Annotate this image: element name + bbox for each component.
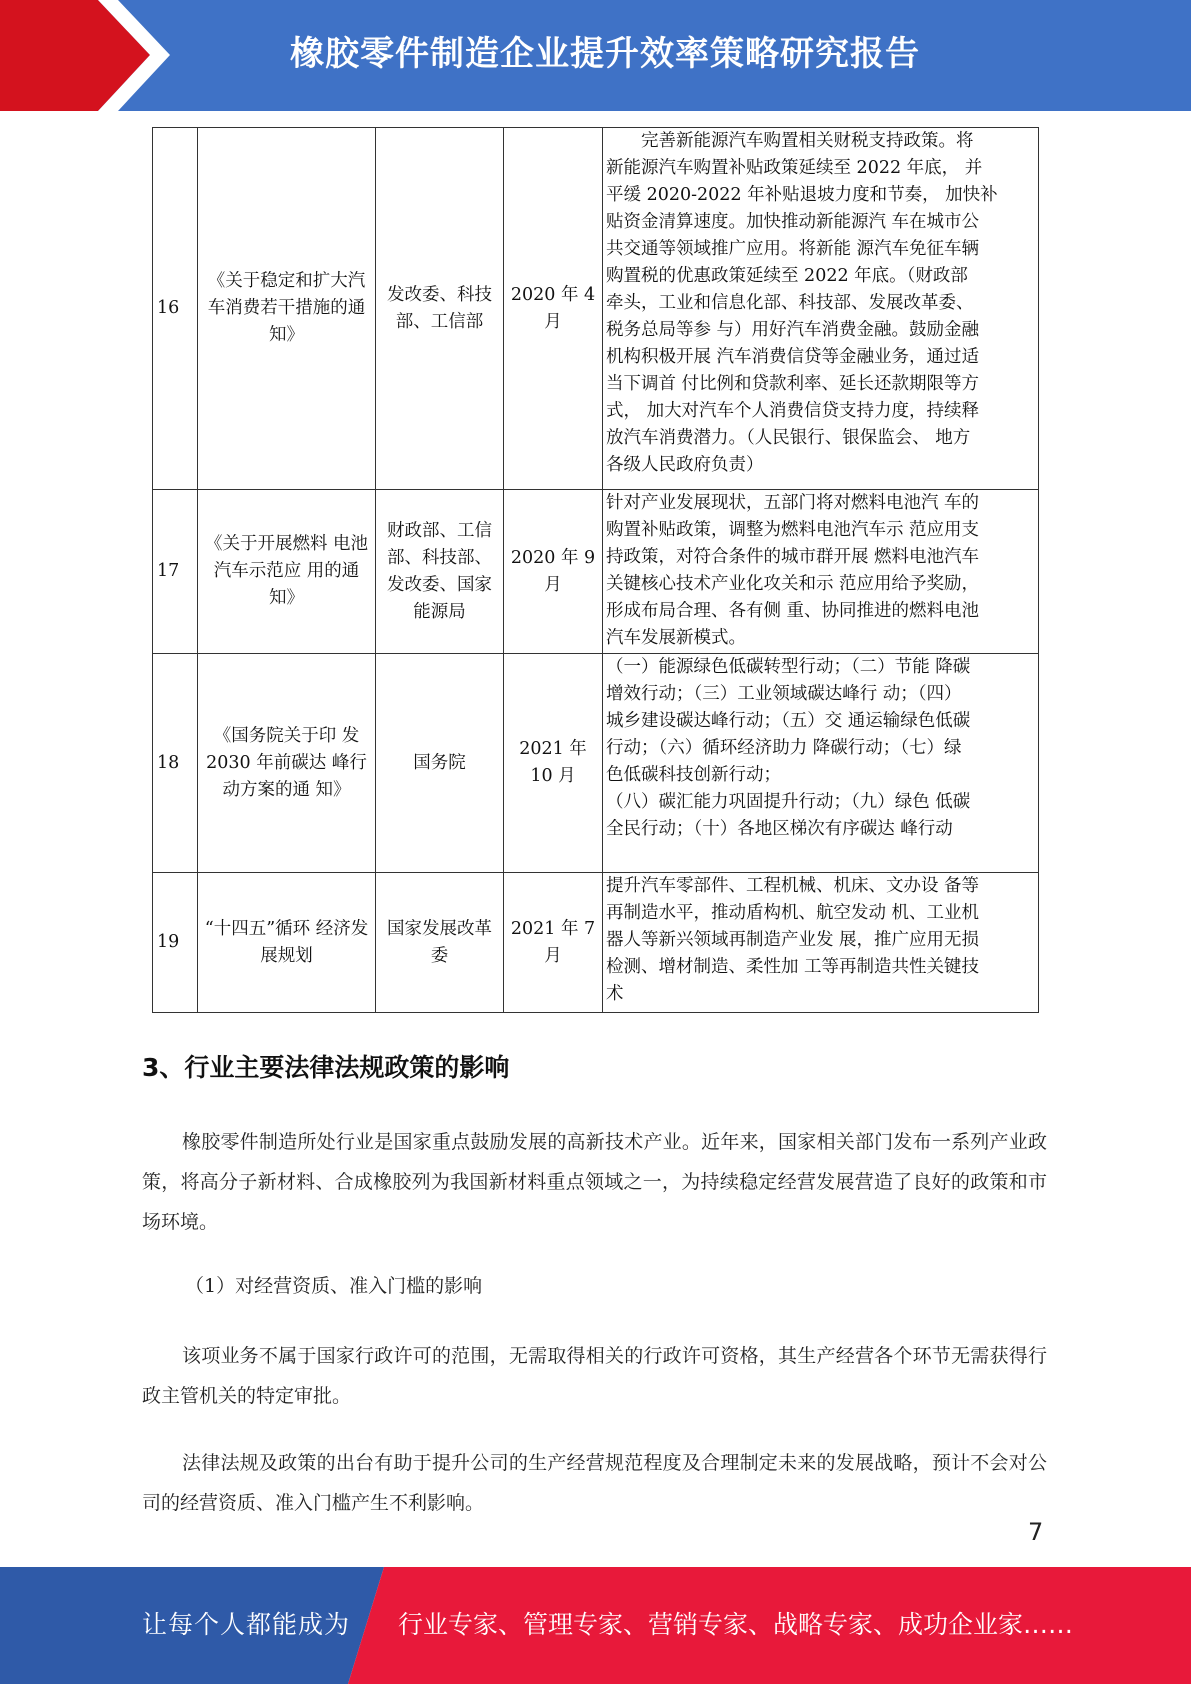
section-heading: 3、行业主要法律法规政策的影响 <box>142 1053 510 1082</box>
policy-content-line: 各级人民政府负责） <box>606 455 764 475</box>
policy-content-line: 色低碳科技创新行动； <box>606 765 781 785</box>
policy-table <box>152 127 1039 1013</box>
policy-content-line: 提升汽车零部件、工程机械、机床、文办设 备等 <box>606 876 980 896</box>
policy-name: 《关于开展燃料 电池汽车示范应 用的通知》 <box>198 490 376 654</box>
policy-name: “十四五”循环 经济发展规划 <box>198 873 376 1013</box>
policy-content <box>603 654 1039 873</box>
row-number: 19 <box>153 873 198 1013</box>
policy-content <box>603 873 1039 1013</box>
policy-content-line: 共交通等领域推广应用。将新能 源汽车免征车辆 <box>606 239 980 259</box>
policy-content-line: 式， 加大对汽车个人消费信贷支持力度，持续释 <box>606 401 980 421</box>
table-row <box>153 873 1039 1013</box>
policy-name: 《国务院关于印 发 2030 年前碳达 峰行动方案的通 知》 <box>198 654 376 873</box>
policy-content-line: 放汽车消费潜力。（人民银行、银保监会、 地方 <box>606 428 971 448</box>
policy-content-line: 购置补贴政策，调整为燃料电池汽车示 范应用支 <box>606 520 980 540</box>
policy-content-line: 关键核心技术产业化攻关和示 范应用给予奖励， <box>606 574 980 594</box>
paragraph-impact: 法律法规及政策的出台有助于提升公司的生产经营规范程度及合理制定未来的发展战略，预计不会对公司的经营资质、准入门槛产生不利影响。 <box>142 1452 1047 1514</box>
policy-content-line: 新能源汽车购置补贴政策延续至 2022 年底， 并 <box>606 158 983 178</box>
policy-content-line: 术 <box>606 984 624 1004</box>
policy-content-line: 持政策，对符合条件的城市群开展 燃料电池汽车 <box>606 547 980 567</box>
table-row <box>153 128 1039 490</box>
issuing-department: 发改委、科技部、工信部 <box>376 128 504 490</box>
policy-content-line: 形成布局合理、各有侧 重、协同推进的燃料电池 <box>606 601 980 621</box>
report-title: 橡胶零件制造企业提升效率策略研究报告 <box>290 34 920 74</box>
policy-content-line: 增效行动；（三）工业领域碳达峰行 动；（四） <box>606 684 962 704</box>
policy-content-line: 再制造水平，推动盾构机、航空发动 机、工业机 <box>606 903 980 923</box>
row-number: 18 <box>153 654 198 873</box>
issuing-department: 国务院 <box>376 654 504 873</box>
policy-content <box>603 490 1039 654</box>
policy-content-line: 平缓 2020-2022 年补贴退坡力度和节奏， 加快补 <box>606 185 998 205</box>
policy-content-line: 全民行动；（十）各地区梯次有序碳达 峰行动 <box>606 819 953 839</box>
policy-content-line: 行动；（六）循环经济助力 降碳行动；（七）绿 <box>606 738 962 758</box>
paragraph-license: 该项业务不属于国家行政许可的范围，无需取得相关的行政许可资格，其生产经营各个环节无需获得行政主管机关的特定审批。 <box>142 1345 1047 1407</box>
table-row <box>153 654 1039 873</box>
page-footer <box>0 1567 1191 1684</box>
table-row <box>153 490 1039 654</box>
policy-content-line: 机构积极开展 汽车消费信贷等金融业务，通过适 <box>606 347 980 367</box>
policy-content-line: 针对产业发展现状，五部门将对燃料电池汽 车的 <box>606 493 980 513</box>
policy-content-line: 购置税的优惠政策延续至 2022 年底。（财政部 <box>606 266 968 286</box>
issuing-department: 财政部、工信部、科技部、发改委、国家能源局 <box>376 490 504 654</box>
policy-content-line: 牵头，工业和信息化部、科技部、发展改革委、 <box>606 293 974 313</box>
footer-slogan-left: 让每个人都能成为 <box>142 1610 351 1639</box>
policy-content-line: 城乡建设碳达峰行动；（五）交 通运输绿色低碳 <box>606 711 971 731</box>
page-header <box>0 0 1191 111</box>
policy-content-line: 完善新能源汽车购置相关财税支持政策。将 <box>606 131 974 151</box>
policy-content-line: 汽车发展新模式。 <box>606 628 746 648</box>
policy-content-line: 器人等新兴领域再制造产业发 展，推广应用无损 <box>606 930 980 950</box>
row-number: 16 <box>153 128 198 490</box>
issue-date: 2020 年 4 月 <box>504 128 603 490</box>
paragraph-industry-policy: 橡胶零件制造所处行业是国家重点鼓励发展的高新技术产业。近年来，国家相关部门发布一系列产业政策，将高分子新材料、合成橡胶列为我国新材料重点领域之一，为持续稳定经营发展营造了良好的政策和市场环境。 <box>142 1131 1047 1233</box>
row-number: 17 <box>153 490 198 654</box>
policy-content-line: 税务总局等参 与）用好汽车消费金融。鼓励金融 <box>606 320 980 340</box>
issuing-department: 国家发展改革委 <box>376 873 504 1013</box>
policy-content-line: 检测、增材制造、柔性加 工等再制造共性关键技 <box>606 957 980 977</box>
policy-content-line: 当下调首 付比例和贷款利率、延长还款期限等方 <box>606 374 980 394</box>
page-number: 7 <box>1028 1518 1044 1546</box>
policy-content-line: （一）能源绿色低碳转型行动；（二）节能 降碳 <box>606 657 971 677</box>
footer-slogan-right: 行业专家、管理专家、营销专家、战略专家、成功企业家…… <box>398 1610 1074 1639</box>
subsection-heading: （1）对经营资质、准入门槛的影响 <box>185 1275 483 1297</box>
issue-date: 2020 年 9 月 <box>504 490 603 654</box>
policy-content-line: 贴资金清算速度。加快推动新能源汽 车在城市公 <box>606 212 980 232</box>
policy-content-line: （八）碳汇能力巩固提升行动；（九）绿色 低碳 <box>606 792 971 812</box>
policy-name: 《关于稳定和扩大汽车消费若干措施的通知》 <box>198 128 376 490</box>
policy-content <box>603 128 1039 490</box>
issue-date: 2021 年 10 月 <box>504 654 603 873</box>
issue-date: 2021 年 7 月 <box>504 873 603 1013</box>
